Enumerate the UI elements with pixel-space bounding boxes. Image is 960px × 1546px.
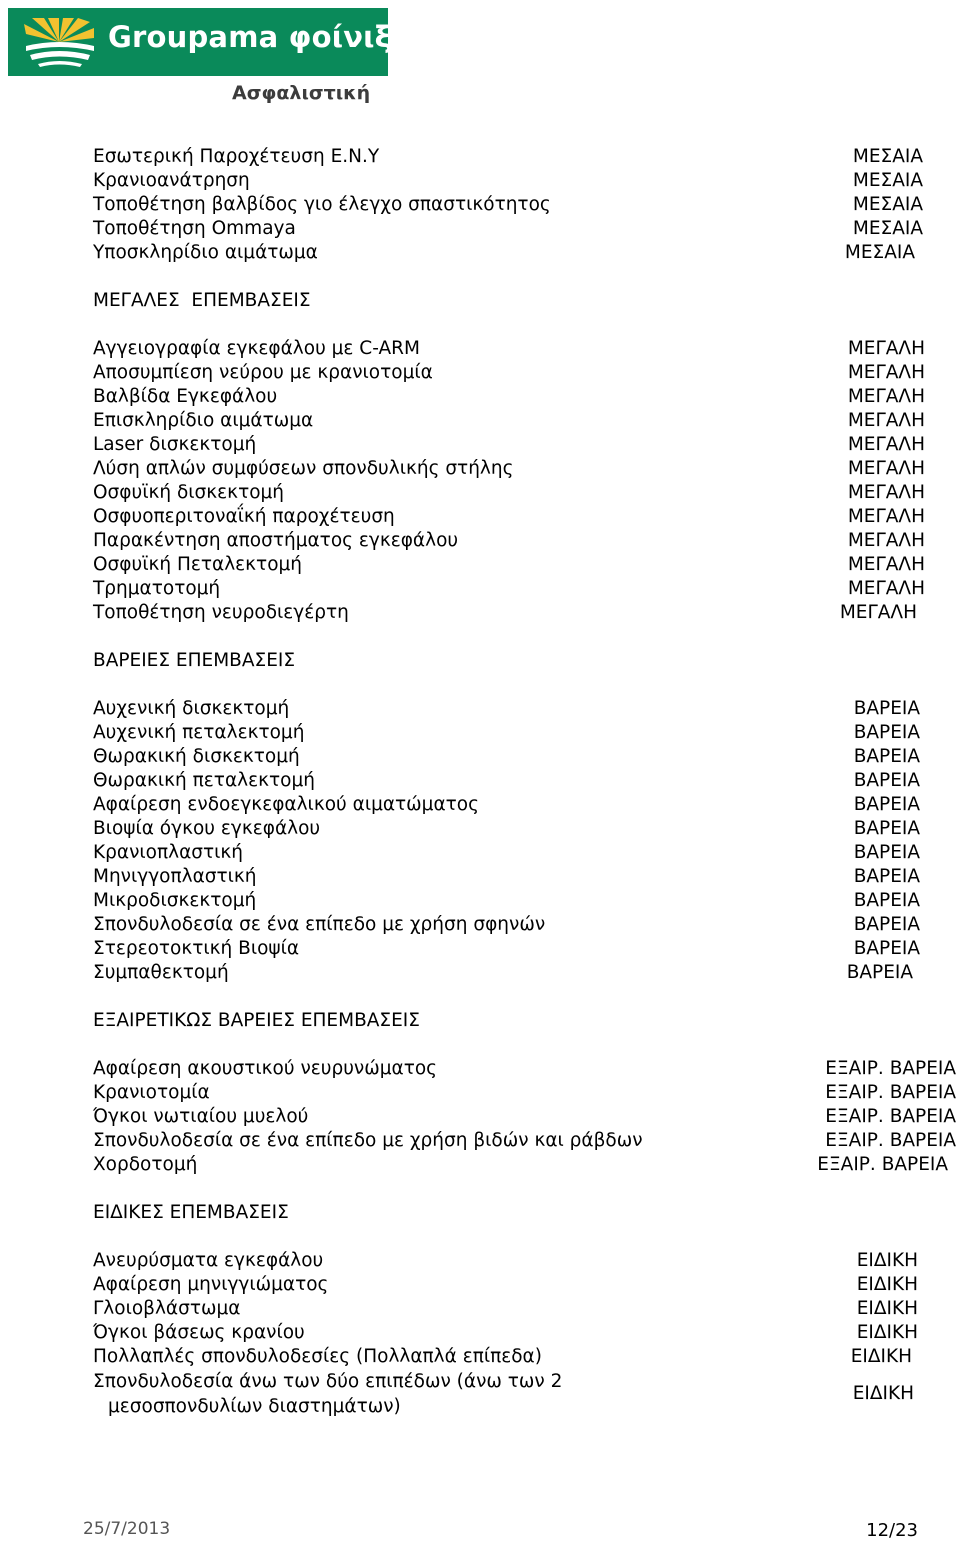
procedure-name: Σπονδυλοδεσία σε ένα επίπεδο με χρήση βιδών και ράβδων bbox=[93, 1130, 643, 1151]
procedure-name: Θωρακική δισκεκτομή bbox=[93, 746, 300, 767]
procedure-category: ΜΕΣΑΙΑ bbox=[852, 170, 923, 191]
procedure-category: ΒΑΡΕΙΑ bbox=[853, 914, 920, 935]
list-item bbox=[0, 1321, 960, 1345]
list-item bbox=[0, 889, 960, 913]
procedure-category: ΜΕΓΑΛΗ bbox=[847, 410, 925, 431]
list-item bbox=[0, 721, 960, 745]
list-item bbox=[0, 961, 960, 985]
procedure-category: ΕΙΔΙΚΗ bbox=[850, 1346, 912, 1367]
procedure-name: Οσφυϊκή Πεταλεκτομή bbox=[93, 554, 303, 575]
section-heading-heavy: ΒΑΡΕΙΕΣ ΕΠΕΜΒΑΣΕΙΣ bbox=[93, 650, 296, 671]
procedure-name: Όγκοι βάσεως κρανίου bbox=[93, 1322, 305, 1343]
procedure-category: ΒΑΡΕΙΑ bbox=[853, 698, 920, 719]
procedure-name: Γλοιοβλάστωμα bbox=[93, 1298, 241, 1319]
procedure-name: Εσωτερική Παροχέτευση Ε.Ν.Υ bbox=[93, 146, 380, 167]
procedure-name: Μικροδισκεκτομή bbox=[93, 890, 257, 911]
procedure-name: Laser δισκεκτομή bbox=[93, 434, 257, 455]
list-item bbox=[0, 793, 960, 817]
list-item bbox=[0, 193, 960, 217]
logo-subtitle: Ασφαλιστική bbox=[232, 82, 371, 104]
list-item bbox=[0, 937, 960, 961]
list-item bbox=[0, 457, 960, 481]
list-item bbox=[0, 1273, 960, 1297]
procedure-category: ΜΕΓΑΛΗ bbox=[839, 602, 917, 623]
list-item bbox=[0, 529, 960, 553]
procedure-name: Τρηματοτομή bbox=[93, 578, 221, 599]
section-heading-large: ΜΕΓΑΛΕΣ ΕΠΕΜΒΑΣΕΙΣ bbox=[93, 290, 311, 311]
list-item bbox=[0, 433, 960, 457]
procedure-category: ΜΕΓΑΛΗ bbox=[847, 338, 925, 359]
list-item bbox=[0, 769, 960, 793]
procedure-name-line1: Σπονδυλοδεσία άνω των δύο επιπέδων (άνω των 2 bbox=[93, 1371, 563, 1392]
list-item bbox=[0, 337, 960, 361]
procedure-category: ΕΙΔΙΚΗ bbox=[856, 1274, 918, 1295]
procedure-name: Χορδοτομή bbox=[93, 1154, 198, 1175]
list-item bbox=[0, 481, 960, 505]
procedure-name: Αυχενική δισκεκτομή bbox=[93, 698, 290, 719]
procedure-name: Κρανιοπλαστική bbox=[93, 842, 244, 863]
procedure-name: Κρανιοτομία bbox=[93, 1082, 210, 1103]
list-item bbox=[0, 1129, 960, 1153]
section-heading-exceptional: ΕΞΑΙΡΕΤΙΚΩΣ ΒΑΡΕΙΕΣ ΕΠΕΜΒΑΣΕΙΣ bbox=[93, 1010, 420, 1031]
procedure-category: ΜΕΣΑΙΑ bbox=[852, 218, 923, 239]
list-item bbox=[0, 1081, 960, 1105]
procedure-category: ΕΞΑΙΡ. ΒΑΡΕΙΑ bbox=[825, 1130, 956, 1151]
procedure-category: ΒΑΡΕΙΑ bbox=[853, 818, 920, 839]
list-item bbox=[0, 1297, 960, 1321]
procedure-name: Ανευρύσματα εγκεφάλου bbox=[93, 1250, 324, 1271]
list-item bbox=[0, 505, 960, 529]
procedure-name: Στερεοτοκτική Βιοψία bbox=[93, 938, 300, 959]
procedure-category: ΒΑΡΕΙΑ bbox=[853, 938, 920, 959]
page-number: 12/23 bbox=[866, 1520, 918, 1541]
logo-brand-text: Groupama φοίνιξ bbox=[108, 20, 392, 54]
procedure-name: Αφαίρεση ενδοεγκεφαλικού αιματώματος bbox=[93, 794, 479, 815]
footer-date: 25/7/2013 bbox=[83, 1519, 171, 1539]
procedure-category: ΜΕΓΑΛΗ bbox=[847, 578, 925, 599]
procedure-category: ΒΑΡΕΙΑ bbox=[853, 842, 920, 863]
list-item bbox=[0, 577, 960, 601]
procedure-name: Συμπαθεκτομή bbox=[93, 962, 229, 983]
list-item bbox=[0, 601, 960, 625]
procedure-name: Αφαίρεση ακουστικού νευρυνώματος bbox=[93, 1058, 438, 1079]
list-item bbox=[0, 913, 960, 937]
procedure-category: ΜΕΓΑΛΗ bbox=[847, 506, 925, 527]
list-item bbox=[0, 241, 960, 265]
list-item bbox=[0, 865, 960, 889]
company-logo bbox=[8, 8, 392, 108]
procedure-category: ΜΕΓΑΛΗ bbox=[847, 434, 925, 455]
procedure-category: ΒΑΡΕΙΑ bbox=[853, 770, 920, 791]
list-item bbox=[0, 217, 960, 241]
procedure-list bbox=[0, 145, 960, 1419]
procedure-name: Κρανιοανάτρηση bbox=[93, 170, 250, 191]
procedure-category: ΜΕΣΑΙΑ bbox=[852, 194, 923, 215]
procedure-category: ΕΙΔΙΚΗ bbox=[852, 1383, 914, 1404]
procedure-name: Τοποθέτηση νευροδιεγέρτη bbox=[93, 602, 349, 623]
list-item bbox=[0, 1057, 960, 1081]
logo-band bbox=[8, 8, 392, 76]
list-item bbox=[0, 1369, 960, 1419]
procedure-name: Οσφυοπεριτοναΐκή παροχέτευση bbox=[93, 506, 395, 527]
procedure-category: ΜΕΣΑΙΑ bbox=[844, 242, 915, 263]
procedure-name: Οσφυϊκή δισκεκτομή bbox=[93, 482, 285, 503]
list-item bbox=[0, 745, 960, 769]
list-item bbox=[0, 361, 960, 385]
procedure-name: Αγγειογραφία εγκεφάλου με C-ARM bbox=[93, 338, 420, 359]
list-item bbox=[0, 553, 960, 577]
list-item bbox=[0, 841, 960, 865]
procedure-category: ΜΕΣΑΙΑ bbox=[852, 146, 923, 167]
procedure-category: ΜΕΓΑΛΗ bbox=[847, 386, 925, 407]
procedure-category: ΜΕΓΑΛΗ bbox=[847, 362, 925, 383]
procedure-category: ΕΙΔΙΚΗ bbox=[856, 1250, 918, 1271]
list-item bbox=[0, 1153, 960, 1177]
procedure-name: Αφαίρεση μηνιγγιώματος bbox=[93, 1274, 329, 1295]
procedure-name bbox=[93, 1369, 562, 1419]
procedure-name: Τοποθέτηση βαλβίδος γιο έλεγχο σπαστικότητος bbox=[93, 194, 551, 215]
list-item bbox=[0, 817, 960, 841]
list-item bbox=[0, 1345, 960, 1369]
procedure-category: ΕΞΑΙΡ. ΒΑΡΕΙΑ bbox=[825, 1082, 956, 1103]
procedure-name: Αποσυμπίεση νεύρου με κρανιοτομία bbox=[93, 362, 433, 383]
procedure-category: ΕΙΔΙΚΗ bbox=[856, 1322, 918, 1343]
list-item bbox=[0, 1105, 960, 1129]
list-item bbox=[0, 169, 960, 193]
procedure-category: ΒΑΡΕΙΑ bbox=[846, 962, 913, 983]
procedure-category: ΕΞΑΙΡ. ΒΑΡΕΙΑ bbox=[825, 1058, 956, 1079]
procedure-name: Λύση απλών συμφύσεων σπονδυλικής στήλης bbox=[93, 458, 514, 479]
list-item bbox=[0, 145, 960, 169]
section-heading-special: ΕΙΔΙΚΕΣ ΕΠΕΜΒΑΣΕΙΣ bbox=[93, 1202, 289, 1223]
procedure-category: ΒΑΡΕΙΑ bbox=[853, 866, 920, 887]
procedure-name: Τοποθέτηση Ommaya bbox=[93, 218, 296, 239]
procedure-name: Σπονδυλοδεσία σε ένα επίπεδο με χρήση σφηνών bbox=[93, 914, 546, 935]
list-item bbox=[0, 385, 960, 409]
list-item bbox=[0, 409, 960, 433]
procedure-name: Αυχενική πεταλεκτομή bbox=[93, 722, 305, 743]
procedure-name: Βιοψία όγκου εγκεφάλου bbox=[93, 818, 321, 839]
list-item bbox=[0, 1249, 960, 1273]
procedure-name: Παρακέντηση αποστήματος εγκεφάλου bbox=[93, 530, 459, 551]
procedure-category: ΒΑΡΕΙΑ bbox=[853, 890, 920, 911]
procedure-name-line2: μεσοσπονδυλίων διαστημάτων) bbox=[108, 1396, 401, 1417]
procedure-name: Θωρακική πεταλεκτομή bbox=[93, 770, 315, 791]
procedure-name: Επισκληρίδιο αιμάτωμα bbox=[93, 410, 314, 431]
procedure-category: ΒΑΡΕΙΑ bbox=[853, 746, 920, 767]
list-item bbox=[0, 697, 960, 721]
procedure-category: ΕΞΑΙΡ. ΒΑΡΕΙΑ bbox=[817, 1154, 948, 1175]
procedure-category: ΒΑΡΕΙΑ bbox=[853, 722, 920, 743]
procedure-category: ΕΞΑΙΡ. ΒΑΡΕΙΑ bbox=[825, 1106, 956, 1127]
procedure-category: ΕΙΔΙΚΗ bbox=[856, 1298, 918, 1319]
procedure-category: ΒΑΡΕΙΑ bbox=[853, 794, 920, 815]
procedure-category: ΜΕΓΑΛΗ bbox=[847, 530, 925, 551]
procedure-category: ΜΕΓΑΛΗ bbox=[847, 554, 925, 575]
procedure-name: Μηνιγγοπλαστική bbox=[93, 866, 257, 887]
procedure-category: ΜΕΓΑΛΗ bbox=[847, 458, 925, 479]
logo-sun-fields-icon bbox=[22, 16, 96, 68]
procedure-category: ΜΕΓΑΛΗ bbox=[847, 482, 925, 503]
procedure-name: Όγκοι νωτιαίου μυελού bbox=[93, 1106, 309, 1127]
procedure-name: Πολλαπλές σπονδυλοδεσίες (Πολλαπλά επίπεδα) bbox=[93, 1346, 542, 1367]
procedure-name: Υποσκληρίδιο αιμάτωμα bbox=[93, 242, 318, 263]
procedure-name: Βαλβίδα Εγκεφάλου bbox=[93, 386, 278, 407]
